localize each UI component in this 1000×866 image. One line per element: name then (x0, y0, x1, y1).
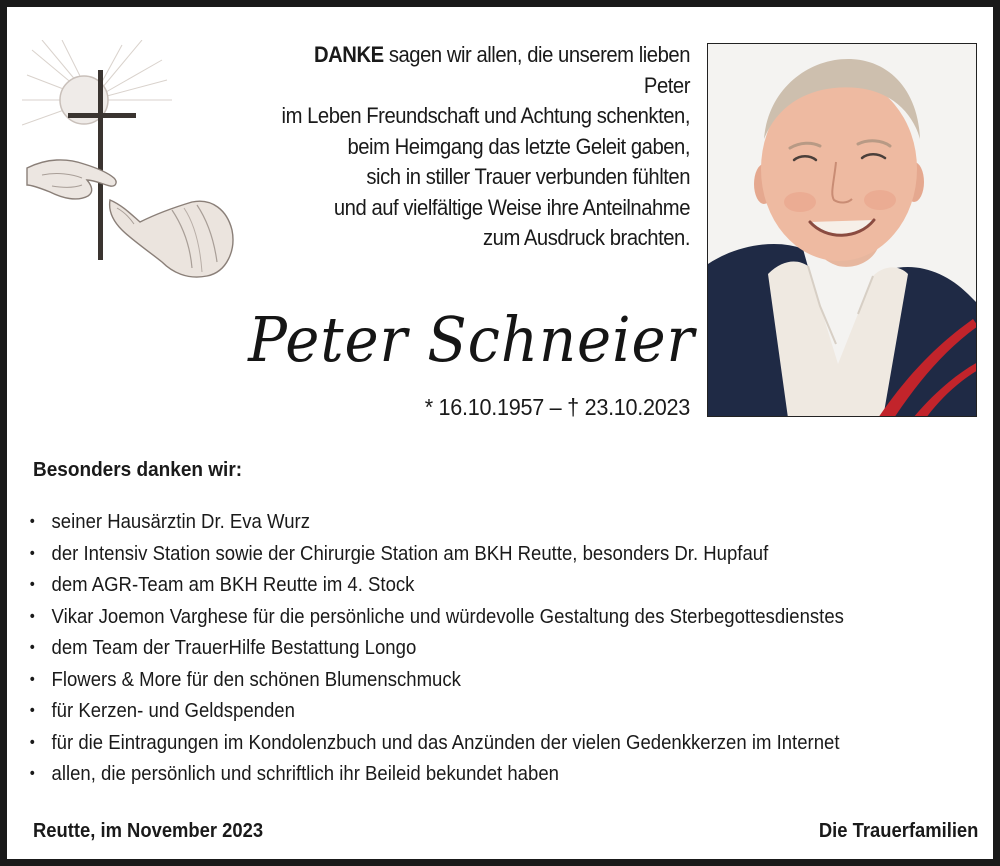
list-item-text: Flowers & More für den schönen Blumenschmuck (51, 667, 461, 691)
thanks-line-6: zum Ausdruck brachten. (482, 225, 690, 250)
deceased-name: Peter Schneier (248, 303, 695, 376)
thanks-message (276, 40, 690, 254)
acknowledgements-title: Besonders danken wir: (33, 459, 243, 481)
thanks-line-4: sich in stiller Trauer verbunden fühlten (366, 164, 690, 189)
list-item (28, 601, 897, 633)
place-and-date: Reutte, im November 2023 (33, 820, 264, 842)
list-item (28, 758, 897, 790)
list-item-text: der Intensiv Station sowie der Chirurgie Station am BKH Reutte, besonders Dr. Hupfauf (51, 541, 769, 565)
list-item-text: seiner Hausärztin Dr. Eva Wurz (51, 510, 310, 533)
thanks-line-5: und auf vielfältige Weise ihre Anteilnahme (333, 194, 690, 220)
list-item (28, 569, 897, 601)
bullet-icon: • (29, 733, 35, 751)
list-item (28, 538, 897, 570)
list-item-text: Vikar Joemon Varghese für die persönliche und würdevolle Gestaltung des Sterbegottesdienstes (51, 604, 844, 628)
list-item-text: für Kerzen- und Geldspenden (51, 699, 295, 722)
list-item (28, 695, 897, 727)
life-dates: * 16.10.1957 – † 23.10.2023 (424, 394, 690, 420)
portrait-photo (707, 43, 977, 417)
list-item-text: allen, die persönlich und schriftlich ihr Beileid bekundet haben (51, 762, 559, 785)
bullet-icon: • (29, 513, 35, 530)
signature: Die Trauerfamilien (818, 820, 978, 842)
bullet-icon: • (29, 607, 35, 625)
danke-word: DANKE (313, 42, 384, 67)
thanks-line-2: im Leben Freundschaft und Achtung schenkten, (281, 103, 690, 128)
list-item (28, 506, 897, 538)
list-item-text: dem AGR-Team am BKH Reutte im 4. Stock (51, 573, 415, 596)
thanks-line-1 (276, 40, 690, 101)
list-item (28, 664, 897, 696)
list-item (28, 632, 897, 664)
list-item-text: für die Eintragungen im Kondolenzbuch und das Anzünden der vielen Gedenkkerzen im Internet (51, 730, 840, 754)
list-item (28, 727, 897, 759)
bullet-icon: • (29, 544, 35, 562)
acknowledgements-list (28, 506, 988, 790)
bullet-icon: • (29, 670, 35, 688)
bullet-icon: • (29, 639, 35, 656)
bullet-icon: • (29, 702, 35, 719)
bullet-icon: • (29, 576, 35, 593)
cross-and-hands-icon (22, 40, 237, 280)
bullet-icon: • (29, 765, 35, 782)
thanks-line-3: beim Heimgang das letzte Geleit gaben, (347, 133, 690, 159)
thanks-line-1-rest: sagen wir allen, die unserem lieben Peter (383, 42, 690, 98)
list-item-text: dem Team der TrauerHilfe Bestattung Longo (51, 636, 417, 659)
